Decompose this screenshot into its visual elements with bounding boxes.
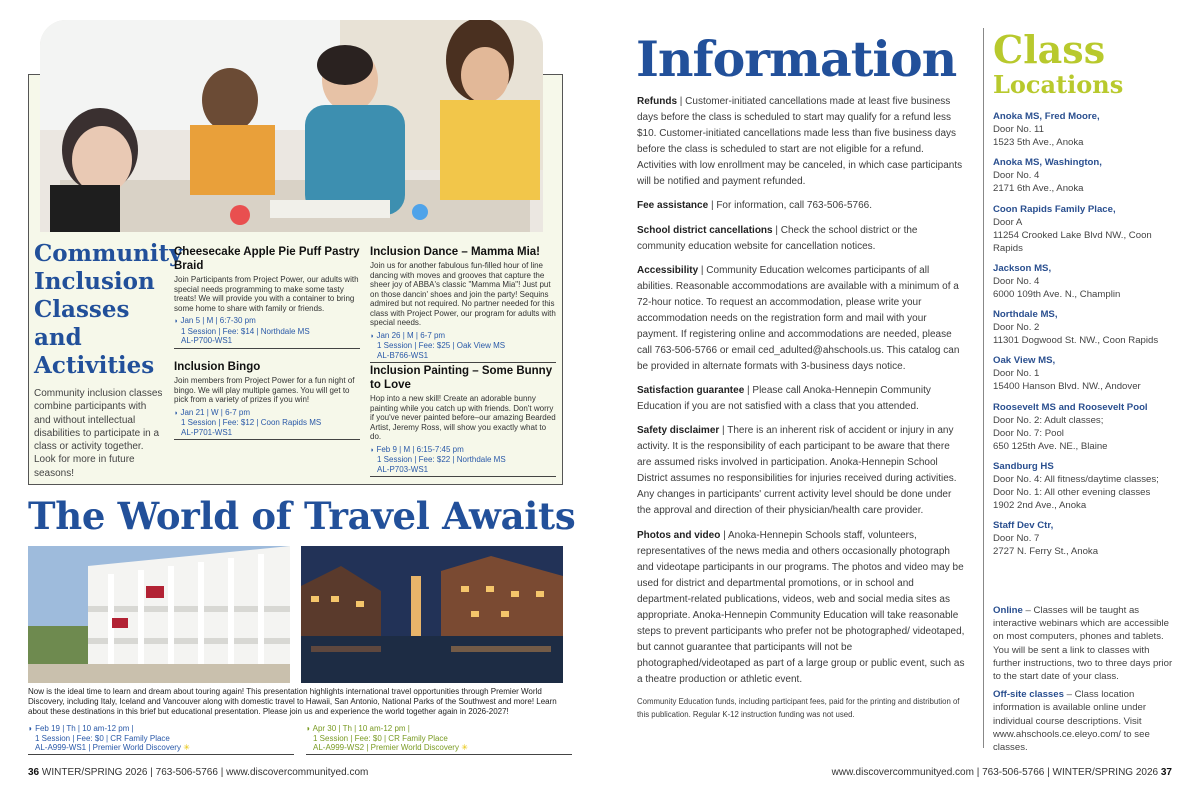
location-name: Coon Rapids Family Place,	[993, 203, 1116, 215]
offsite-note	[993, 688, 1173, 754]
course-meta	[174, 408, 360, 441]
arrow-icon: ◗	[370, 446, 375, 454]
course-title: Inclusion Dance – Mamma Mia!	[370, 246, 540, 258]
footer-left-text: WINTER/SPRING 2026 | 763-506-5766 | www.discovercommunityed.com	[41, 767, 369, 778]
inclusion-title: Community Inclusion Classes and Activities	[34, 240, 183, 379]
course-schedule: Jan 5 | M | 6:7-30 pm	[180, 316, 256, 325]
travel-session-2	[306, 724, 572, 755]
travel-title: The World of Travel Awaits	[28, 494, 576, 538]
info-text: | Anoka-Hennepin Schools staff, volunteers, representatives of the news media and others occasionally photograph and videotape participants in our programs. The photos and video may be used for district and departmental promotions, or in school and department-related publications, videos, web and social media sites as appropriate. Anoka-Hennepin Community Education will take reasonable steps to prevent participants who prefer not be photographed/ videotaped, but cannot guarantee that participants will not be photographed/videotaped as part of a large group or public event, such as a theatre production or athletic event.	[637, 529, 965, 685]
arrow-icon: ◗	[28, 724, 33, 733]
session-details: 1 Session | Fee: $0 | CR Family Place	[35, 733, 170, 743]
offsite-label: Off-site classes	[993, 689, 1064, 701]
photo-grand-hotel	[28, 546, 290, 683]
info-accessibility	[637, 263, 965, 375]
information-column	[637, 94, 965, 721]
info-text: | Please call Anoka-Hennepin Community Education if you are not satisfied with a class that you attended.	[637, 385, 931, 413]
location-item	[993, 110, 1173, 149]
location-name: Northdale MS,	[993, 309, 1058, 321]
online-label: Online	[993, 605, 1023, 616]
arrow-icon: ◗	[174, 409, 179, 417]
arrow-icon: ◗	[370, 332, 375, 340]
course-title: Cheesecake Apple Pie Puff Pastry Braid	[174, 246, 360, 272]
location-line: 6000 109th Ave. N., Champlin	[993, 288, 1121, 300]
info-text: | For information, call 763-506-5766.	[708, 200, 872, 212]
info-text: | Check the school district or the community education website for cancellation notices.	[637, 224, 918, 252]
travel-description: Now is the ideal time to learn and dream about touring again! This presentation highlights international travel opportunities through Premier World Discovery, including Italy, Iceland and Vancouver along with domestic travel to Hawaii, San Antonio, National Parks of the Southwest and more! Learn about these destinations in this brief but educational presentation. Please join us and experience the world together again in 2026-2027!	[28, 687, 557, 716]
locations-title-line2: Locations	[993, 70, 1124, 99]
photo-strasbourg-canal	[301, 546, 563, 683]
hero-photo-people-painting	[40, 20, 543, 232]
course-code[interactable]: AL-P701-WS1	[181, 427, 233, 437]
course-body: Join us for another fabulous fun-filled hour of line dancing with moves and grooves that capture the sheer joy of ABBA's classic "Mamma Mia"! Just put on those dancin' shoes and join the party! Sequins admired but not required. No partner needed for this class with Project Power, our program for adults with special needs.	[370, 261, 556, 327]
footer-right-text: www.discovercommunityed.com | 763-506-5766 | WINTER/SPRING 2026	[831, 767, 1159, 778]
footer-right	[832, 767, 1172, 778]
session-code[interactable]: AL-A999-WS2 | Premier World Discovery	[313, 743, 459, 753]
location-item	[993, 262, 1173, 301]
footer-left	[28, 767, 368, 778]
location-line: 2171 6th Ave., Anoka	[993, 183, 1084, 195]
course-title: Inclusion Bingo	[174, 361, 261, 373]
location-line: Door A	[993, 216, 1023, 228]
course-body: Join Participants from Project Power, our adults with special needs programming to make some tasty treats! We will provide you with a container to bring some home to share with family or friends.	[174, 275, 359, 313]
course-meta	[370, 331, 556, 364]
info-label: Fee assistance	[637, 200, 709, 212]
location-line: 2727 N. Ferry St., Anoka	[993, 546, 1099, 558]
location-item	[993, 519, 1173, 558]
location-name: Anoka MS, Fred Moore,	[993, 111, 1100, 122]
course-code[interactable]: AL-P703-WS1	[377, 464, 429, 474]
location-line: 1523 5th Ave., Anoka	[993, 137, 1084, 148]
column-divider	[983, 28, 984, 748]
course-body: Join members from Project Power for a fun night of bingo. We will play multiple games. You will get to pick from a variety of prizes if you win!	[174, 376, 355, 404]
arrow-icon: ◗	[174, 318, 179, 325]
location-item	[993, 401, 1173, 453]
session-details: 1 Session | Fee: $0 | CR Family Place	[313, 733, 448, 743]
course-cheesecake	[174, 245, 360, 349]
online-text: – Classes will be taught as interactive webinars which are accessible on most computers, phones and tablets. You will be sent a link to classes with further instructions, two to three days prior to the start date of your class.	[993, 605, 1173, 683]
location-name: Staff Dev Ctr,	[993, 520, 1054, 532]
funding-note: Community Education funds, including participant fees, paid for the printing and distribution of this publication. Regular K-12 instruction funding was not used.	[637, 697, 960, 719]
online-note	[993, 604, 1173, 683]
star-icon: ✳	[461, 743, 468, 753]
page-number-right: 37	[1160, 767, 1172, 778]
location-line: 650 125th Ave. NE., Blaine	[993, 440, 1108, 452]
location-item	[993, 203, 1173, 255]
location-item	[993, 308, 1173, 347]
info-cancellations	[637, 223, 965, 255]
info-label: Photos and video	[637, 529, 721, 541]
location-line: 15400 Hanson Blvd. NW., Andover	[993, 381, 1141, 393]
offsite-text: – Class location information is available online under individual course descriptions. Visit www.ahschools.ce.eleyo.com/ to see classes.	[993, 689, 1150, 754]
session-schedule: Feb 19 | Th | 10 am-12 pm |	[35, 724, 134, 733]
locations-title-line1: Class	[993, 27, 1106, 72]
info-satisfaction	[637, 383, 965, 415]
info-text: | There is an inherent risk of accident or injury in any activity. It is the responsibility of each participant to be aware that there are assumed risks involved in participation. Anoka-Hennepin School District assumes no responsibilities for injuries received during activities. Any changes in participants' current activity level should be done under the approval and direction of their physician/health care provider.	[637, 425, 957, 517]
arrow-icon: ◗	[306, 724, 311, 733]
information-title: Information	[636, 30, 957, 88]
info-fee-assistance	[637, 198, 965, 214]
course-session: 1 Session | Fee: $12 | Coon Rapids MS	[181, 418, 322, 427]
location-line: 11254 Crooked Lake Blvd NW., Coon Rapids	[993, 229, 1152, 254]
location-line: Door No. 4: All fitness/daytime classes;	[993, 474, 1159, 486]
star-icon: ✳	[183, 743, 190, 753]
inclusion-description: Community inclusion classes combine participants with and without intellectual disabilities to participate in a class or activity together. Look for more in future seasons!	[34, 388, 163, 479]
course-schedule: Jan 21 | W | 6-7 pm	[180, 407, 250, 417]
location-line: Door No. 2	[993, 322, 1040, 334]
course-session: 1 Session | Fee: $22 | Northdale MS	[377, 455, 506, 464]
info-text: | Community Education welcomes participants of all abilities. Reasonable accommodations are available with a minimum of a 72-hour notice. To request an accommodation, please write your accommodation needs on the registration form and mail with your payment. If registering online and accommodations are needed, please call 763-506-5766 or email ced_adulted@ahschools.us. This catalog can be provided in alternate formats with 3-business days notice.	[637, 264, 960, 372]
course-body: Hop into a new skill! Create an adorable bunny painting while you catch up with friends. Don't worry if you've never painted before–our amazing Bearded Artist, Jeremy Ross, will show you exactly what to do.	[370, 394, 556, 441]
locations-list	[993, 110, 1173, 566]
locations-title	[993, 27, 1173, 100]
info-label: Accessibility	[637, 264, 699, 276]
info-label: School district cancellations	[637, 224, 773, 236]
location-line: Door No. 7	[993, 533, 1040, 545]
online-offsite-info	[993, 604, 1173, 759]
info-label: Refunds	[637, 96, 677, 107]
info-text: | Customer-initiated cancellations made at least five business days before the class is scheduled to start may qualify for a refund less $10. Customer-initiated cancellations made less than five business days before the class is scheduled to start are not eligible for a refund. Activities with low enrollment may be canceled, in which case participants will be notified and payment refunded.	[637, 96, 963, 187]
location-line: 1902 2nd Ave., Anoka	[993, 500, 1087, 512]
location-line: Door No. 4	[993, 275, 1040, 287]
location-name: Anoka MS, Washington,	[993, 157, 1102, 169]
location-line: Door No. 11	[993, 124, 1045, 135]
course-session: 1 Session | Fee: $25 | Oak View MS	[377, 341, 506, 350]
travel-session-1	[28, 724, 294, 755]
info-refunds	[637, 94, 965, 190]
course-title: Inclusion Painting – Some Bunny to Love	[370, 365, 553, 391]
location-line: 11301 Dogwood St. NW., Coon Rapids	[993, 335, 1159, 347]
location-name: Roosevelt MS and Roosevelt Pool	[993, 401, 1148, 413]
location-name: Sandburg HS	[993, 461, 1054, 473]
location-line: Door No. 1	[993, 368, 1040, 380]
course-bingo	[174, 360, 360, 440]
location-item	[993, 156, 1173, 195]
course-meta	[174, 316, 360, 349]
course-session: 1 Session | Fee: $14 | Northdale MS	[181, 326, 310, 336]
location-line: Door No. 1: All other evening classes	[993, 487, 1151, 499]
course-schedule: Jan 26 | M | 6-7 pm	[376, 330, 446, 340]
course-code[interactable]: AL-P700-WS1	[181, 336, 233, 345]
course-schedule: Feb 9 | M | 6:15-7:45 pm	[376, 444, 464, 454]
course-code[interactable]: AL-B766-WS1	[377, 350, 429, 360]
location-line: Door No. 4	[993, 170, 1040, 182]
location-name: Jackson MS,	[993, 262, 1052, 274]
course-meta	[370, 445, 556, 478]
page-number-left: 36	[28, 767, 40, 778]
info-label: Safety disclaimer	[637, 425, 720, 437]
course-painting	[370, 364, 556, 477]
location-line: Door No. 7: Pool	[993, 427, 1064, 439]
location-item	[993, 354, 1173, 393]
session-schedule: Apr 30 | Th | 10 am-12 pm |	[312, 724, 410, 733]
location-line: Door No. 2: Adult classes;	[993, 414, 1104, 426]
info-safety	[637, 423, 965, 519]
location-name: Oak View MS,	[993, 355, 1056, 367]
location-item	[993, 460, 1173, 512]
course-dance	[370, 245, 556, 363]
info-label: Satisfaction guarantee	[637, 385, 745, 397]
info-photos	[637, 528, 965, 688]
session-code[interactable]: AL-A999-WS1 | Premier World Discovery	[35, 743, 181, 753]
